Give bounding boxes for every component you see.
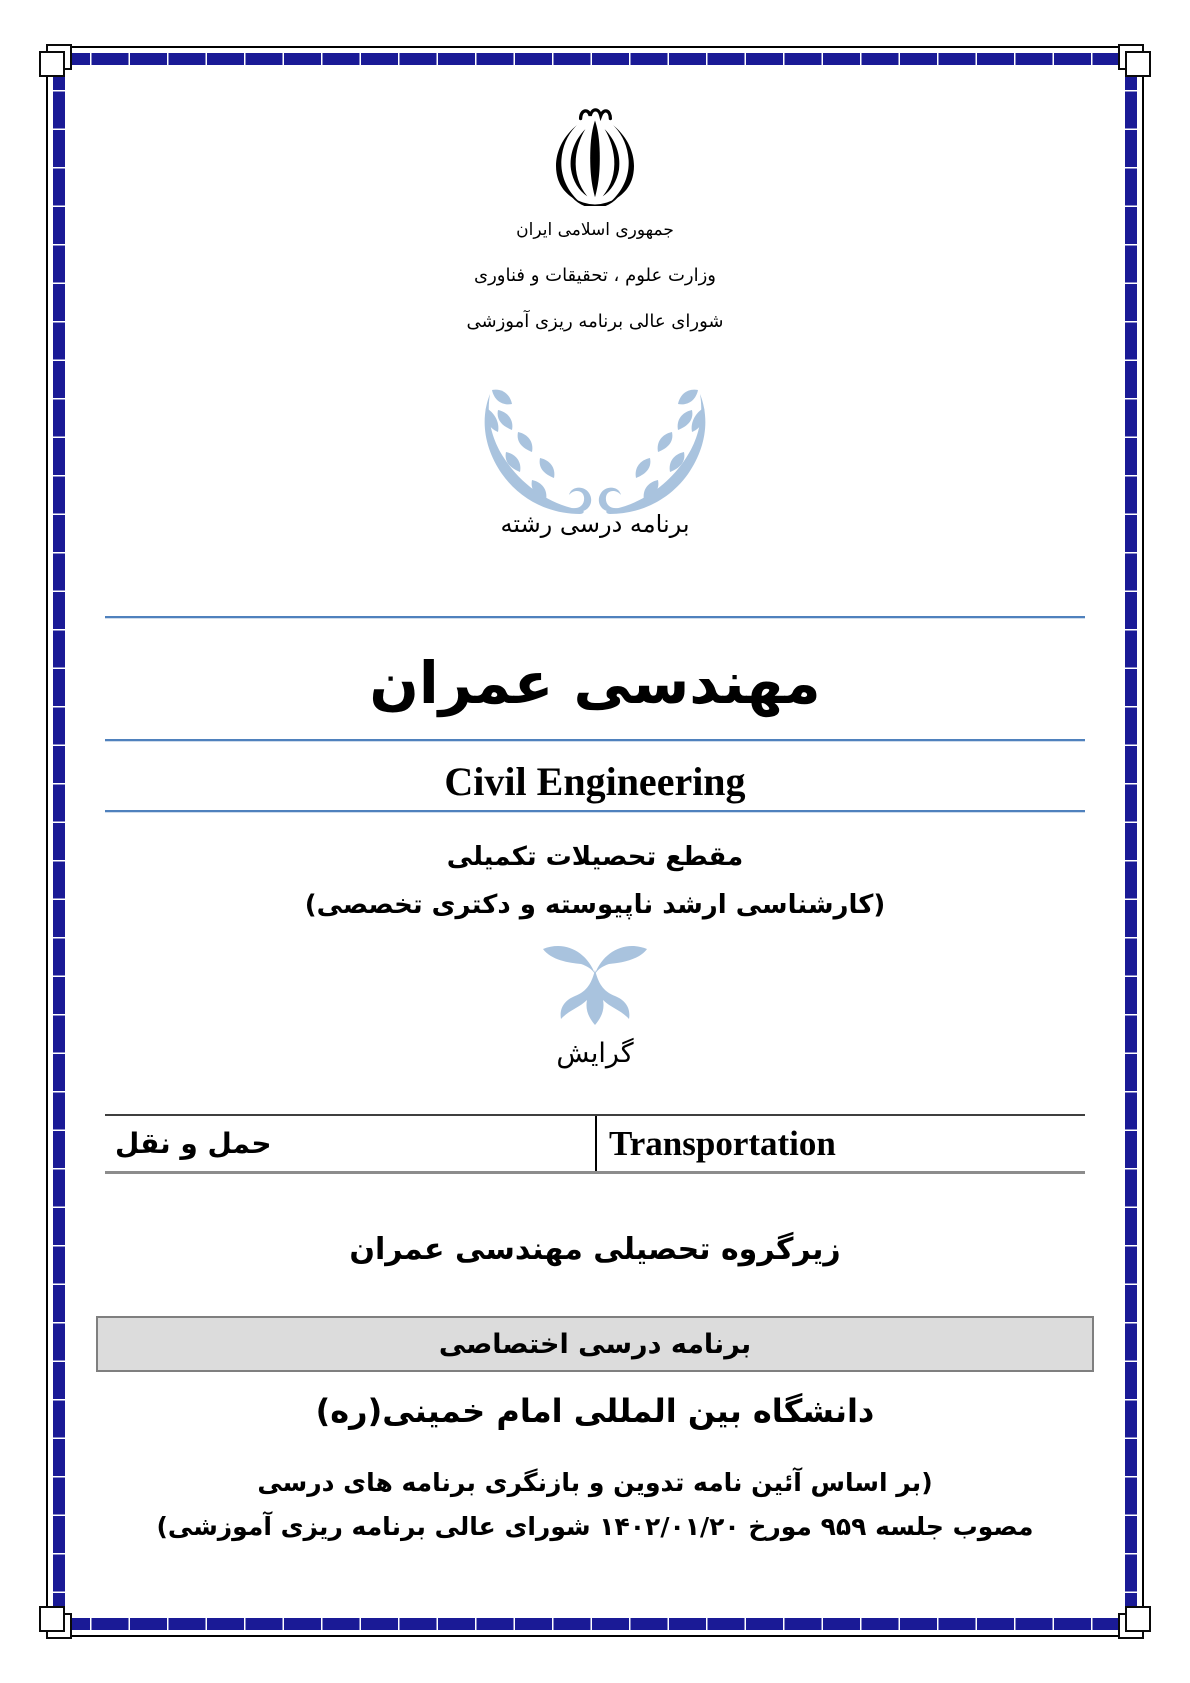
orientation-cell-en: Transportation [609, 1123, 836, 1163]
divider-rule [105, 616, 1085, 619]
degree-title-fa: مهندسی عمران [369, 649, 821, 717]
floral-flourish-icon [104, 364, 1086, 516]
corner-ornament-icon [39, 1606, 65, 1632]
frame-band-right [1125, 53, 1137, 1630]
orientation-label: گرایش [556, 1038, 634, 1069]
corner-ornament-icon [1125, 51, 1151, 77]
republic-line: جمهوری اسلامی ایران [516, 220, 674, 240]
level-line-1: مقطع تحصیلات تکمیلی [446, 842, 744, 872]
footnote-line-2: مصوب جلسه ۹۵۹ مورخ ۱۴۰۲/۰۱/۲۰ شورای عالی برنامه ریزی آموزشی) [156, 1512, 1034, 1541]
university-name: دانشگاه بین المللی امام خمینی(ره) [315, 1392, 875, 1430]
small-floral-icon [104, 934, 1086, 1026]
footnote-line-1: (بر اساس آئین نامه تدوین و بازنگری برنامه های درسی [257, 1468, 933, 1497]
subgroup-title: زیرگروه تحصیلی مهندسی عمران [349, 1232, 841, 1267]
orientation-cell-fa: حمل و نقل [105, 1116, 597, 1171]
corner-ornament-icon [39, 51, 65, 77]
program-label: برنامه درسی رشته [500, 510, 690, 538]
council-line: شورای عالی برنامه ریزی آموزشی [466, 311, 724, 332]
orientation-table [105, 1114, 1085, 1174]
ministry-line: وزارت علوم ، تحقیقات و فناوری [474, 265, 716, 286]
content-column [104, 0, 1086, 1683]
curriculum-banner: برنامه درسی اختصاصی [96, 1316, 1094, 1372]
divider-rule [105, 810, 1085, 813]
frame-band-left [53, 53, 65, 1630]
divider-rule [105, 739, 1085, 742]
degree-title-en: Civil Engineering [444, 759, 746, 804]
corner-ornament-icon [1125, 1606, 1151, 1632]
iran-emblem-icon [104, 106, 1086, 210]
level-line-2: (کارشناسی ارشد ناپیوسته و دکتری تخصصی) [304, 890, 886, 920]
